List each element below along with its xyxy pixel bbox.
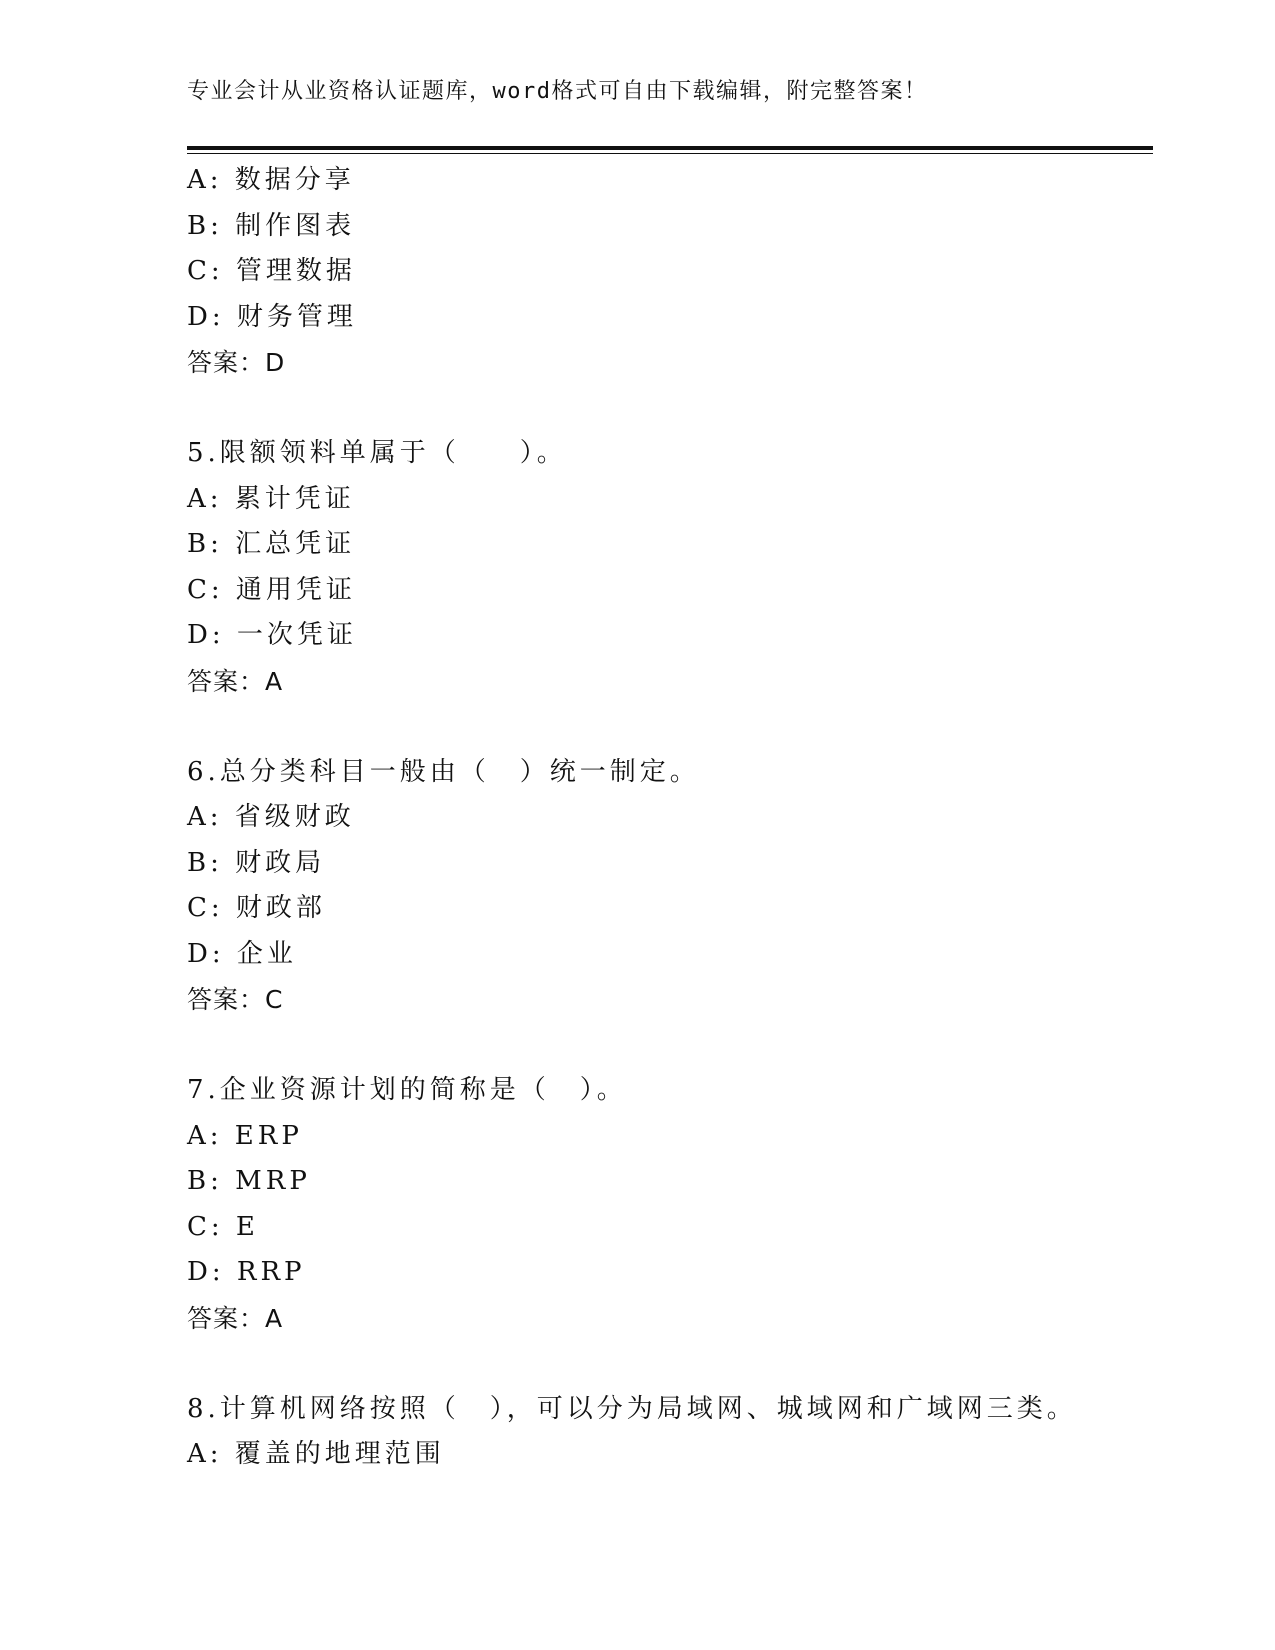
spacer	[187, 1023, 1147, 1069]
answer-line: 答案：D	[187, 348, 286, 377]
answer-line: 答案：C	[187, 985, 284, 1014]
option-a: A: 数据分享	[187, 165, 355, 195]
option-c: C: E	[187, 1211, 259, 1242]
option-a: A: 累计凭证	[187, 483, 355, 514]
option-b: B: 制作图表	[187, 210, 356, 241]
header-rule-thin	[187, 153, 1153, 154]
option-b: B: 汇总凭证	[187, 529, 356, 559]
question-6: 6.总分类科目一般由（ ）统一制定。	[187, 756, 700, 787]
answer-line: 答案：A	[187, 666, 284, 696]
question-7: 7.企业资源计划的简称是（ ）。	[187, 1075, 627, 1105]
option-c: C: 财政部	[187, 893, 326, 923]
option-d: D: 财务管理	[187, 301, 357, 332]
header-rule	[187, 146, 1153, 150]
question-list	[187, 158, 1147, 1478]
spacer	[187, 704, 1147, 750]
option-d: D: 一次凭证	[187, 620, 357, 650]
spacer	[187, 386, 1147, 432]
option-a: A: ERP	[187, 1120, 303, 1151]
option-c: C: 管理数据	[187, 256, 356, 286]
option-d: D: 企业	[187, 938, 297, 969]
spacer	[187, 1341, 1147, 1387]
option-c: C: 通用凭证	[187, 574, 356, 605]
option-b: B: MRP	[187, 1166, 311, 1196]
question-5: 5.限额领料单属于（ ）。	[187, 438, 567, 468]
answer-line: 答案：A	[187, 1303, 284, 1333]
option-a: A: 覆盖的地理范围	[187, 1439, 445, 1469]
question-8: 8.计算机网络按照（ ），可以分为局域网、城域网和广域网三类。	[187, 1393, 1077, 1424]
option-a: A: 省级财政	[187, 802, 355, 832]
page-header: 专业会计从业资格认证题库，word格式可自由下载编辑，附完整答案！	[187, 79, 928, 104]
option-d: D: RRP	[187, 1257, 306, 1287]
option-b: B: 财政局	[187, 847, 326, 878]
